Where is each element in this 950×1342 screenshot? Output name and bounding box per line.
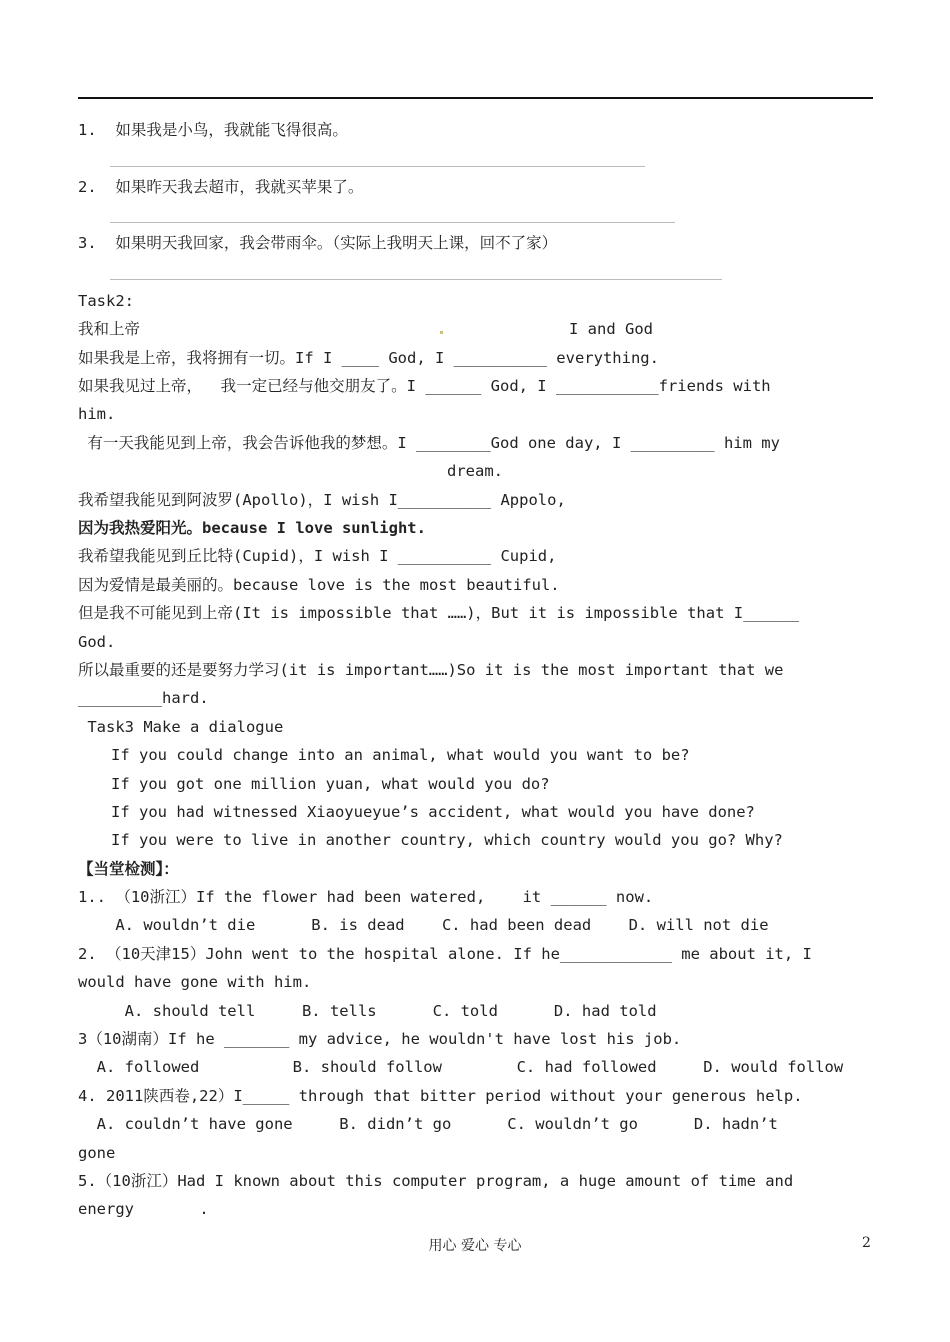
task2-title-en: I and God xyxy=(569,320,653,338)
check-line: 1.. （10浙江）If the flower had been watered, it ______ now. xyxy=(78,888,654,906)
check-line: 4. 2011陕西卷,22）I_____ through that bitter period without your generous help. xyxy=(78,1087,803,1105)
task2-line: dream. xyxy=(447,462,503,480)
page-number: 2 xyxy=(862,1235,871,1251)
task2-line: 如果我见过上帝， 我一定已经与他交朋友了。I ______ God, I ___________friends with xyxy=(78,377,771,395)
task2-line: God. xyxy=(78,633,116,651)
task2-line: _________hard. xyxy=(78,689,209,707)
check-line: 5.（10浙江）Had I known about this computer program, a huge amount of time and xyxy=(78,1172,794,1190)
translate-item-2: 2. 如果昨天我去超市，我就买苹果了。 xyxy=(78,178,364,196)
task2-line: 有一天我能见到上帝，我会告诉他我的梦想。I ________God one day, I _________ him my xyxy=(78,434,780,452)
answer-line-2 xyxy=(110,222,675,223)
answer-line-3 xyxy=(110,279,722,280)
task2-line: 因为爱情是最美丽的。because love is the most beautiful. xyxy=(78,576,560,594)
task2-heading: Task2: xyxy=(78,292,134,310)
check-line: 3（10湖南）If he _______ my advice, he wouldn't have lost his job. xyxy=(78,1030,682,1048)
dialogue-question: If you were to live in another country, which country would you go? Why? xyxy=(111,831,783,849)
check-line: A. wouldn’t die B. is dead C. had been dead D. will not die xyxy=(78,916,769,934)
check-line: gone xyxy=(78,1144,116,1162)
task2-title-cn: 我和上帝 xyxy=(78,320,141,338)
translate-item-3: 3. 如果明天我回家，我会带雨伞。（实际上我明天上课，回不了家） xyxy=(78,234,558,252)
check-heading: 【当堂检测】： xyxy=(78,860,179,878)
task2-line: 如果我是上帝，我将拥有一切。If I ____ God, I __________ everything. xyxy=(78,349,659,367)
header-rule xyxy=(78,97,873,99)
task2-line: him. xyxy=(78,405,116,423)
check-line: would have gone with him. xyxy=(78,973,312,991)
task2-line: 因为我热爱阳光。because I love sunlight. xyxy=(78,519,426,537)
task2-line: 我希望我能见到阿波罗(Apollo)，I wish I__________ Appolo, xyxy=(78,491,566,509)
stray-dot xyxy=(440,331,443,334)
check-line: energy . xyxy=(78,1200,209,1218)
footer-text: 用心 爱心 专心 xyxy=(428,1238,522,1254)
check-line: 2. （10天津15）John went to the hospital alone. If he____________ me about it, I xyxy=(78,945,812,963)
check-line: A. couldn’t have gone B. didn’t go C. wouldn’t go D. hadn’t xyxy=(78,1115,778,1133)
answer-line-1 xyxy=(110,166,645,167)
translate-item-1: 1. 如果我是小鸟，我就能飞得很高。 xyxy=(78,121,348,139)
task2-line: 但是我不可能见到上帝(It is impossible that ……)，But it is impossible that I______ xyxy=(78,604,800,622)
check-line: A. followed B. should follow C. had followed D. would follow xyxy=(78,1058,844,1076)
task2-line: 所以最重要的还是要努力学习(it is important……)So it is the most important that we xyxy=(78,661,784,679)
task2-line: 我希望我能见到丘比特(Cupid)，I wish I __________ Cupid, xyxy=(78,547,557,565)
check-line: A. should tell B. tells C. told D. had told xyxy=(78,1002,657,1020)
dialogue-question: If you had witnessed Xiaoyueyue’s accident, what would you have done? xyxy=(111,803,755,821)
dialogue-question: If you could change into an animal, what would you want to be? xyxy=(111,746,690,764)
task3-heading: Task3 Make a dialogue xyxy=(78,718,284,736)
dialogue-question: If you got one million yuan, what would you do? xyxy=(111,775,550,793)
